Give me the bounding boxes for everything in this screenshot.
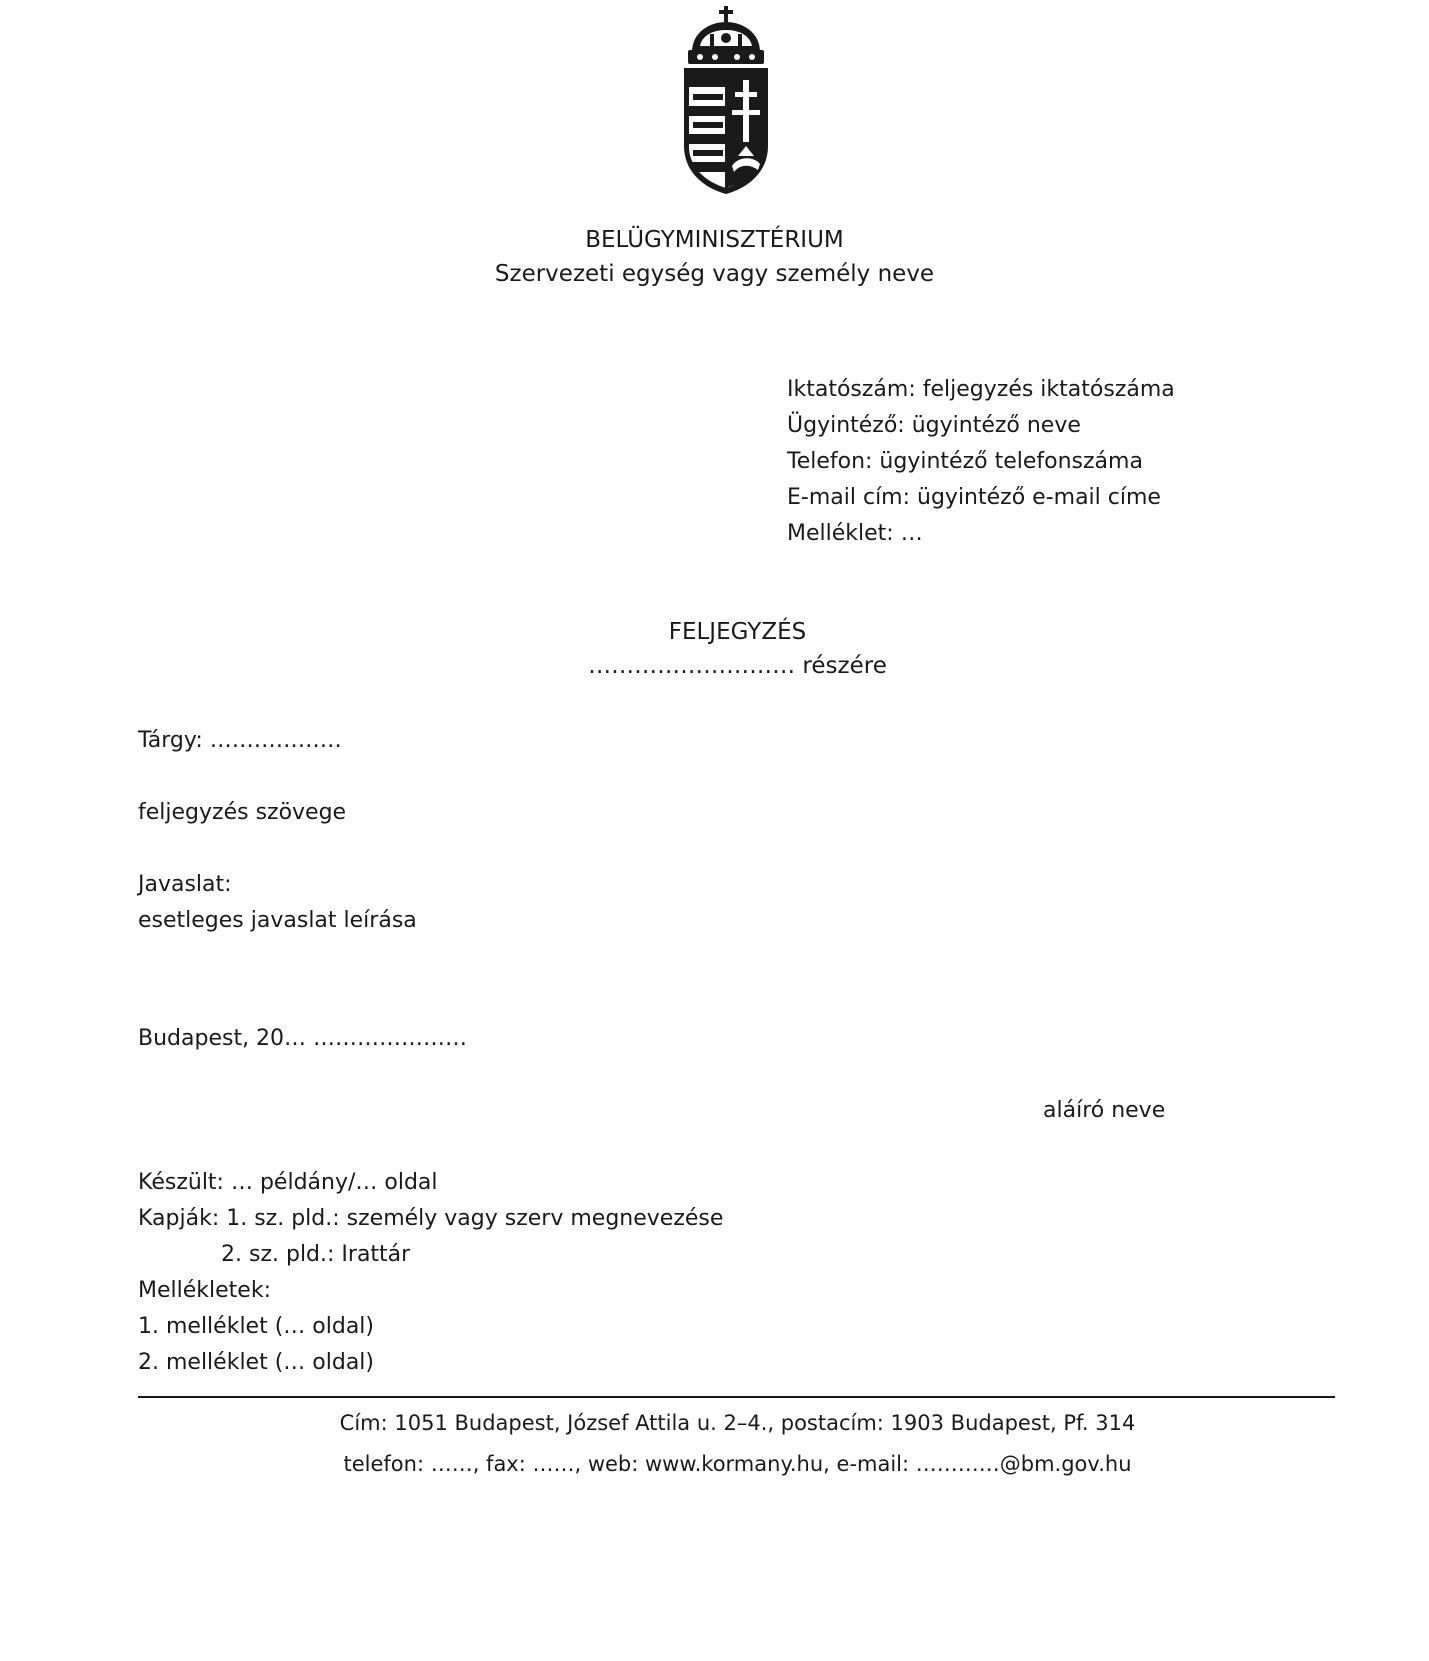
recipient-1: Kapják: 1. sz. pld.: személy vagy szerv megnevezése (138, 1206, 724, 1231)
officer-phone: Telefon: ügyintéző telefonszáma (787, 449, 1143, 474)
footer-address: Cím: 1051 Budapest, József Attila u. 2–4., postacím: 1903 Budapest, Pf. 314 (339, 1411, 1136, 1435)
reference-block (787, 372, 1175, 552)
attachments-label: Mellékletek: (138, 1278, 271, 1303)
place-date: Budapest, 20… ………………… (138, 1026, 468, 1051)
ministry-name: BELÜGYMINISZTÉRIUM (585, 227, 844, 253)
signer-name: aláíró neve (1043, 1098, 1166, 1123)
recipient-2: 2. sz. pld.: Irattár (221, 1242, 411, 1267)
attachment-line: Melléklet: … (787, 521, 923, 546)
memo-title: FELJEGYZÉS (668, 619, 807, 645)
attachment-2: 2. melléklet (… oldal) (138, 1350, 375, 1375)
footer-divider (138, 1396, 1335, 1398)
memo-subject: Tárgy: ……………… (138, 728, 342, 753)
proposal-text: esetleges javaslat leírása (138, 908, 417, 933)
memo-recipient: ……………………… részére (588, 653, 887, 679)
case-officer: Ügyintéző: ügyintéző neve (787, 413, 1081, 438)
proposal-label: Javaslat: (138, 872, 232, 897)
footer-contact: telefon: ……, fax: ……, web: www.kormany.hu, e-mail: …………@bm.gov.hu (343, 1452, 1132, 1476)
officer-email: E-mail cím: ügyintéző e-mail címe (787, 485, 1161, 510)
attachment-1: 1. melléklet (… oldal) (138, 1314, 375, 1339)
memo-text: feljegyzés szövege (138, 800, 347, 825)
unit-name: Szervezeti egység vagy személy neve (494, 261, 935, 287)
copies-info: Készült: … példány/… oldal (138, 1170, 438, 1195)
hungarian-coat-of-arms-icon (680, 6, 772, 196)
file-number: Iktatószám: feljegyzés iktatószáma (787, 377, 1175, 402)
